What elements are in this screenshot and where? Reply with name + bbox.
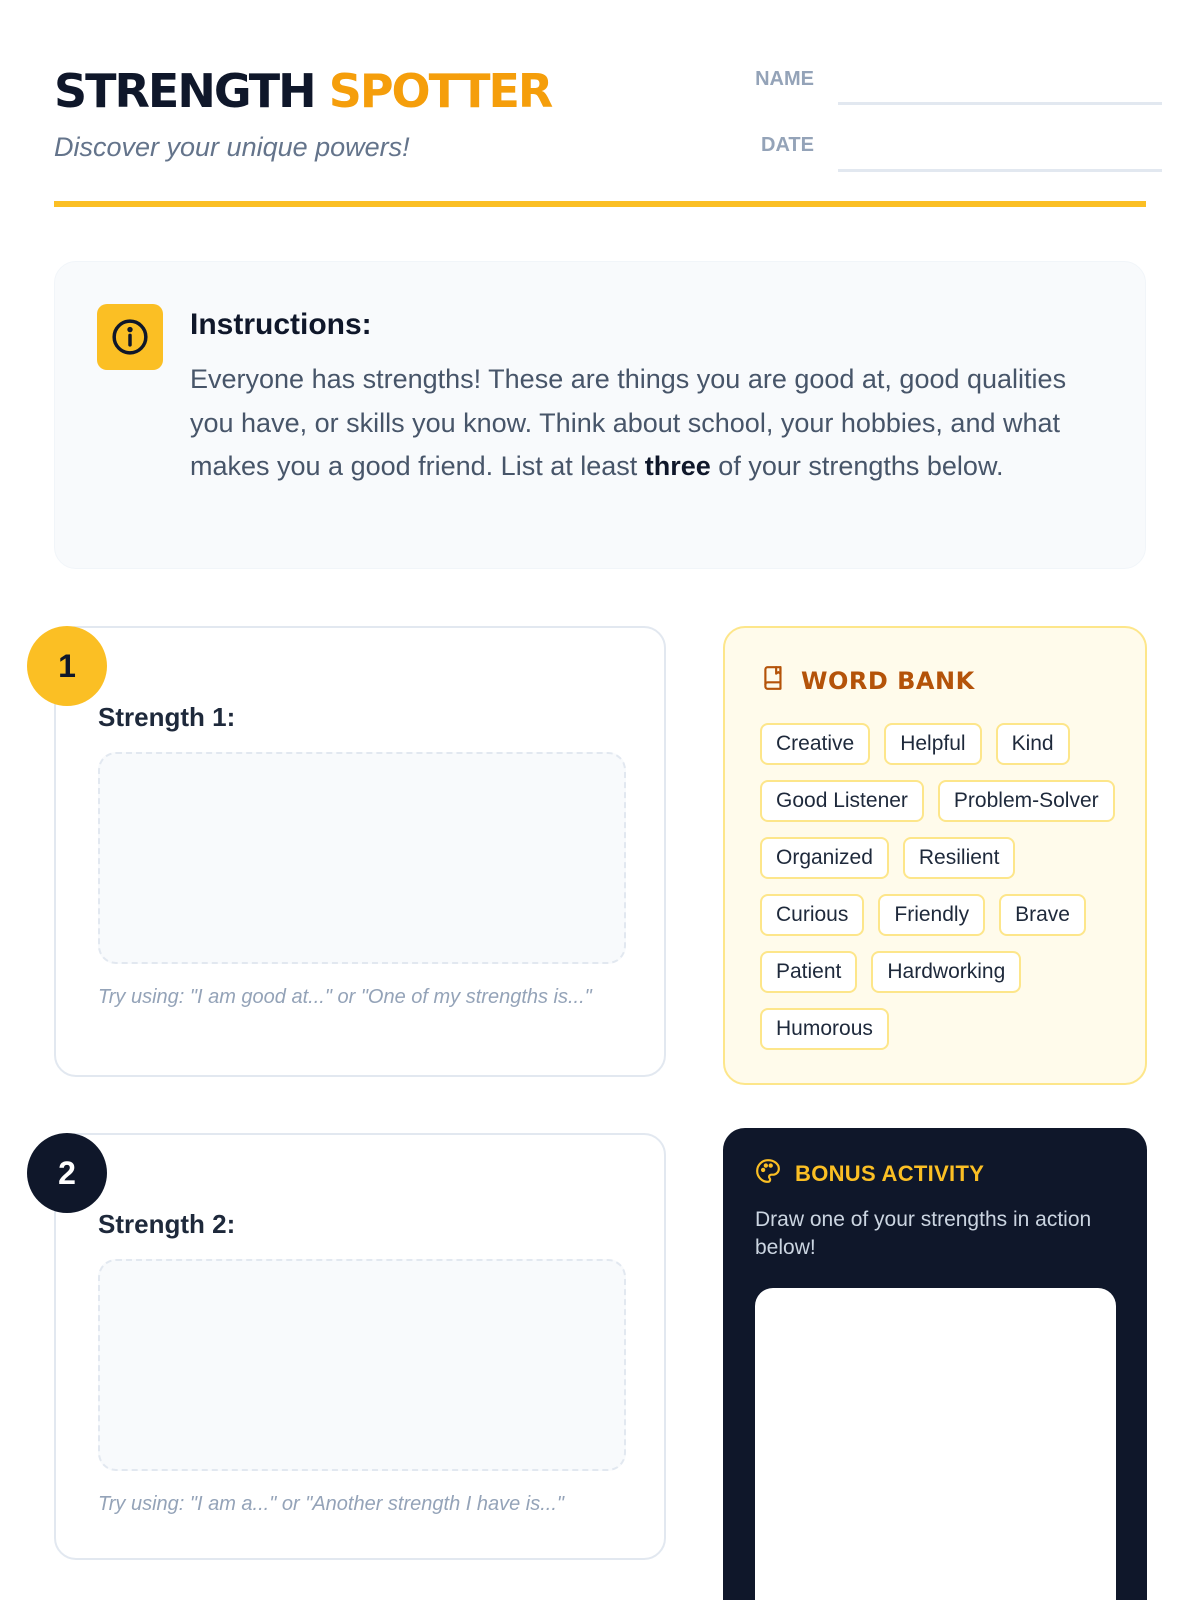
word-chip: Patient <box>760 951 857 993</box>
strength-1-label: Strength 1: <box>98 702 236 732</box>
word-chip: Humorous <box>760 1008 889 1050</box>
word-chip: Good Listener <box>760 780 924 822</box>
strength-card-2 <box>54 1133 666 1560</box>
word-bank-header <box>761 664 975 697</box>
strength-2-hint: Try using: "I am a..." or "Another strength I have is..." <box>98 1493 564 1515</box>
bonus-header <box>755 1158 984 1189</box>
word-bank-panel <box>723 626 1147 1085</box>
page-subtitle: Discover your unique powers! <box>54 132 410 162</box>
strength-card-1 <box>54 626 666 1077</box>
strength-2-label: Strength 2: <box>98 1209 236 1239</box>
instructions-panel <box>54 261 1146 569</box>
info-icon <box>97 304 163 370</box>
strength-1-hint: Try using: "I am good at..." or "One of my strengths is..." <box>98 986 592 1008</box>
word-chip: Curious <box>760 894 864 936</box>
bonus-text: Draw one of your strengths in action below! <box>755 1208 1092 1259</box>
title-part-strength: STRENGTH <box>54 64 315 118</box>
word-chip: Kind <box>996 723 1070 765</box>
name-field[interactable] <box>838 102 1162 105</box>
word-chip: Resilient <box>903 837 1016 879</box>
word-chip: Hardworking <box>871 951 1021 993</box>
strength-2-answer-box[interactable] <box>98 1259 626 1471</box>
name-label: NAME <box>755 68 814 90</box>
title-part-spotter: SPOTTER <box>328 64 552 118</box>
word-chip: Helpful <box>884 723 981 765</box>
instructions-emphasis: three <box>644 451 711 481</box>
strength-1-number-badge: 1 <box>27 626 107 706</box>
strength-2-number-badge: 2 <box>27 1133 107 1213</box>
word-bank-chips <box>760 723 1130 1050</box>
instructions-text: Everyone has strengths! These are things you are good at, good qualities you have, or skills you know. Think about school, your hobbies, and what makes you a good friend. List at least three of your strengths below. <box>190 364 1067 481</box>
word-chip: Brave <box>999 894 1086 936</box>
page-title <box>54 64 552 118</box>
worksheet-header <box>54 56 1146 206</box>
instructions-title: Instructions: <box>190 308 372 341</box>
header-divider <box>54 201 1146 207</box>
word-chip: Friendly <box>878 894 985 936</box>
bonus-activity-panel <box>723 1128 1147 1600</box>
word-chip: Problem-Solver <box>938 780 1115 822</box>
strength-1-answer-box[interactable] <box>98 752 626 964</box>
word-chip: Organized <box>760 837 889 879</box>
word-chip: Creative <box>760 723 870 765</box>
date-label: DATE <box>761 134 814 156</box>
drawing-area[interactable] <box>755 1288 1116 1600</box>
date-field[interactable] <box>838 169 1162 172</box>
book-icon <box>761 664 787 697</box>
bonus-title: BONUS ACTIVITY <box>795 1160 985 1186</box>
palette-icon <box>755 1158 781 1189</box>
word-bank-title: WORD BANK <box>801 666 975 695</box>
